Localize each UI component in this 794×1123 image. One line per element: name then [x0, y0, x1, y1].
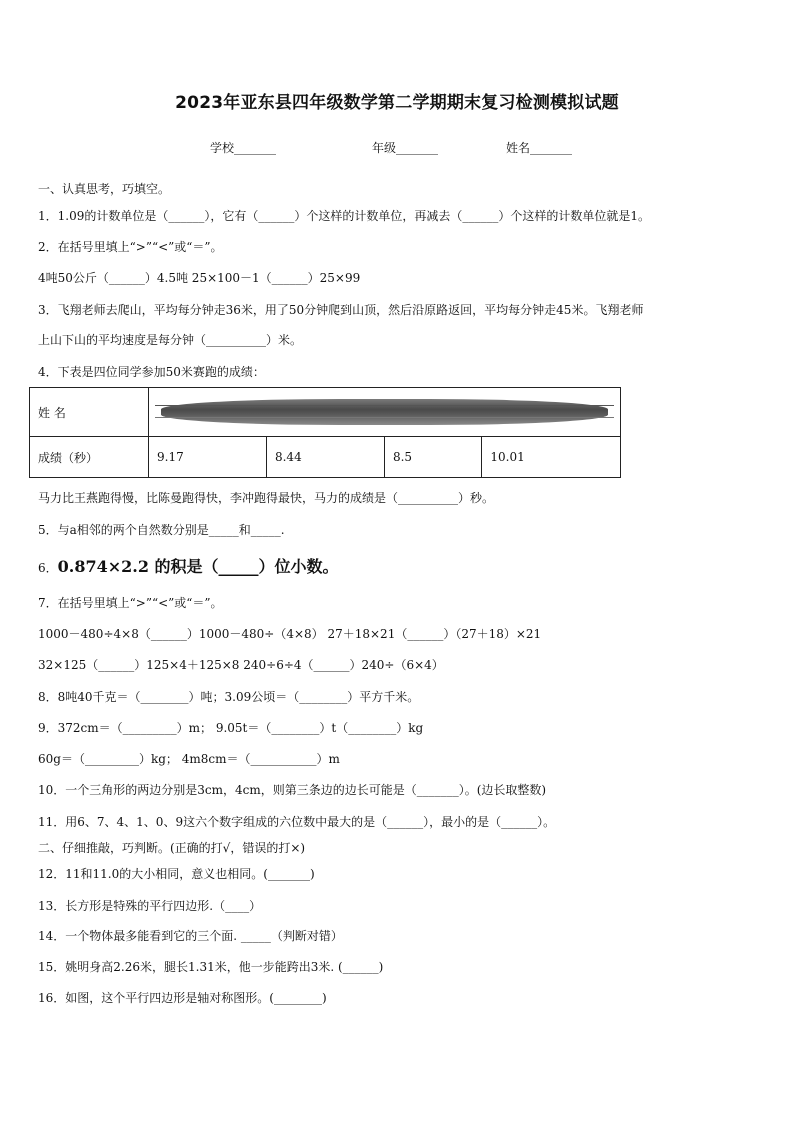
question-7-row-1: 1000－480÷4×8（______）1000－480÷（4×8） 27＋18×21（______）（27＋18）×21: [38, 627, 542, 641]
question-2: 2．在括号里填上“>”“<”或“＝”。: [38, 240, 223, 254]
name-field: 姓名_______: [506, 141, 573, 155]
score-cell: 8.5: [384, 437, 481, 478]
question-7: 7．在括号里填上“>”“<”或“＝”。: [38, 596, 223, 610]
redacted-names-cell: [149, 388, 621, 437]
table-header-name: 姓 名: [30, 388, 149, 437]
section-heading-judge: 二、仔细推敲，巧判断。(正确的打√，错误的打×): [38, 841, 306, 855]
question-8: 8．8吨40千克＝（________）吨；3.09公顷＝（________）平方千米。: [38, 690, 420, 704]
score-cell: 9.17: [149, 437, 267, 478]
question-10: 10．一个三角形的两边分别是3cm，4cm，则第三条边的边长可能是（_______）。(边长取整数): [38, 783, 547, 797]
question-11: 11．用6、7、4、1、0、9这六个数字组成的六位数中最大的是（______），最小的是（______）。: [38, 815, 556, 829]
question-6-text: 0.874×2.2 的积是（_____）位小数。: [57, 557, 339, 576]
question-7-row-2: 32×125（______）125×4＋125×8 240÷6÷4（______）240÷（6×4）: [38, 658, 444, 672]
score-cell: 10.01: [482, 437, 621, 478]
section-heading-fill-blank: 一、认真思考，巧填空。: [38, 182, 171, 196]
question-14: 14．一个物体最多能看到它的三个面. _____（判断对错）: [38, 929, 343, 943]
question-5: 5．与a相邻的两个自然数分别是_____和_____.: [38, 523, 285, 537]
table-header-score: 成绩（秒）: [30, 437, 149, 478]
question-6-number: 6．: [38, 561, 58, 575]
question-4: 4．下表是四位同学参加50米赛跑的成绩：: [38, 365, 265, 379]
question-6: [38, 557, 339, 578]
grade-field: 年级_______: [372, 141, 439, 155]
scores-table: [29, 387, 621, 478]
question-15: 15．姚明身高2.26米，腿长1.31米，他一步能跨出3米. (______): [38, 960, 384, 974]
redaction-smear: [161, 399, 608, 425]
question-2-items: 4吨50公斤（______）4.5吨 25×100－1（______）25×99: [38, 271, 361, 285]
page-title: 2023年亚东县四年级数学第二学期期末复习检测模拟试题: [175, 93, 619, 113]
question-12: 12．11和11.0的大小相同，意义也相同。(_______): [38, 867, 315, 881]
score-cell: 8.44: [266, 437, 384, 478]
question-9-row-2: 60g＝（_________）kg； 4m8cm＝（___________）m: [38, 752, 340, 766]
question-13: 13．长方形是特殊的平行四边形.（____）: [38, 899, 262, 913]
question-3-line-2: 上山下山的平均速度是每分钟（__________）米。: [38, 333, 303, 347]
school-field: 学校_______: [210, 141, 277, 155]
question-9-row-1: 9．372cm＝（_________）m； 9.05t＝（________）t（________）kg: [38, 721, 424, 735]
question-4-followup: 马力比王燕跑得慢，比陈曼跑得快，李冲跑得最快，马力的成绩是（__________）秒。: [38, 491, 495, 505]
question-16: 16．如图，这个平行四边形是轴对称图形。(________): [38, 991, 327, 1005]
question-3-line-1: 3．飞翔老师去爬山，平均每分钟走36米，用了50分钟爬到山顶，然后沿原路返回，平均每分钟走45米。飞翔老师: [38, 303, 644, 317]
question-1: 1．1.09的计数单位是（______），它有（______）个这样的计数单位，再减去（______）个这样的计数单位就是1。: [38, 209, 650, 223]
